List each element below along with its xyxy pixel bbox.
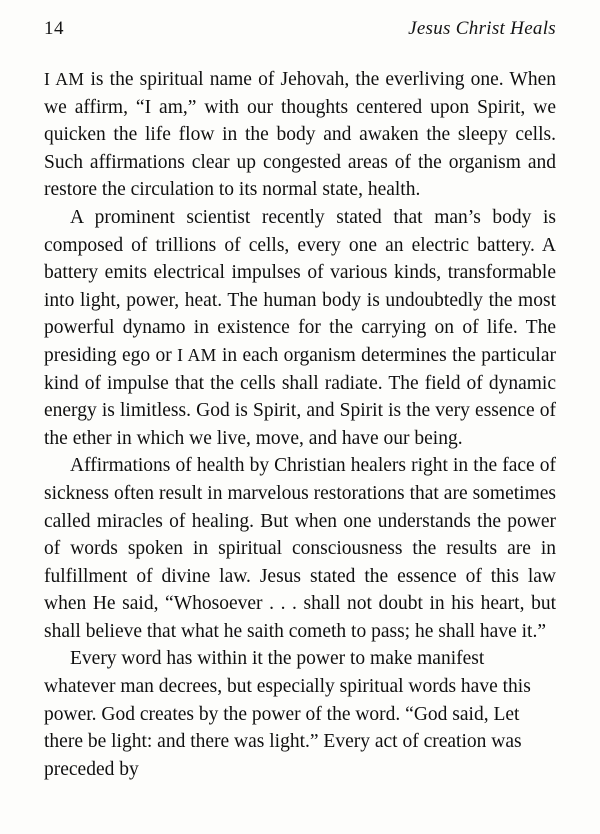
page-number: 14 [44, 18, 64, 39]
paragraph-2-text-before: A prominent scientist recently stated that man’s body is composed of trillions of cells, every one an electric battery. A battery emits electrical impulses of various kinds, transformable into light, power, heat. The human body is undoubtedly the most powerful dynamo in existence for the carrying on of life. The presiding ego or [44, 206, 556, 366]
book-title: Jesus Christ Heals [408, 18, 556, 39]
paragraph-1-text: is the spiritual name of Jehovah, the everliving one. When we affirm, “I am,” with our thoughts centered upon Spirit, we quicken the life flow in the body and awaken the sleepy cells. Such affirmations clear up congested areas of the organism and restore the circulation to its normal state, health. [44, 69, 556, 201]
paragraph-1 [44, 66, 556, 204]
smallcaps-iam-2: I AM [177, 344, 217, 365]
running-head [44, 18, 556, 44]
smallcaps-iam-1: I AM [44, 69, 85, 89]
paragraph-2 [44, 204, 556, 452]
paragraph-4: Every word has within it the power to make manifest whatever man decrees, but especially spiritual words have this power. God creates by the power of the word. “God said, Let there be light: and there was light.” Every act of creation was preceded by [44, 648, 531, 780]
paragraph-2-text-after: in each organism determines the particular kind of impulse that the cells shall radiate. The field of dynamic energy is limitless. God is Spirit, and Spirit is the very essence of the ether in which we live, move, and have our being. [44, 344, 556, 449]
paragraph-3: Affirmations of health by Christian healers right in the face of sickness often result in marvelous restorations that are sometimes called miracles of healing. But when one understands the power of words spoken in spiritual consciousness the results are in fulfillment of divine law. Jesus stated the essence of this law when He said, “Whosoever . . . shall not doubt in his heart, but shall believe that what he saith cometh to pass; he shall have it.” [44, 455, 556, 642]
page-body [44, 66, 556, 783]
